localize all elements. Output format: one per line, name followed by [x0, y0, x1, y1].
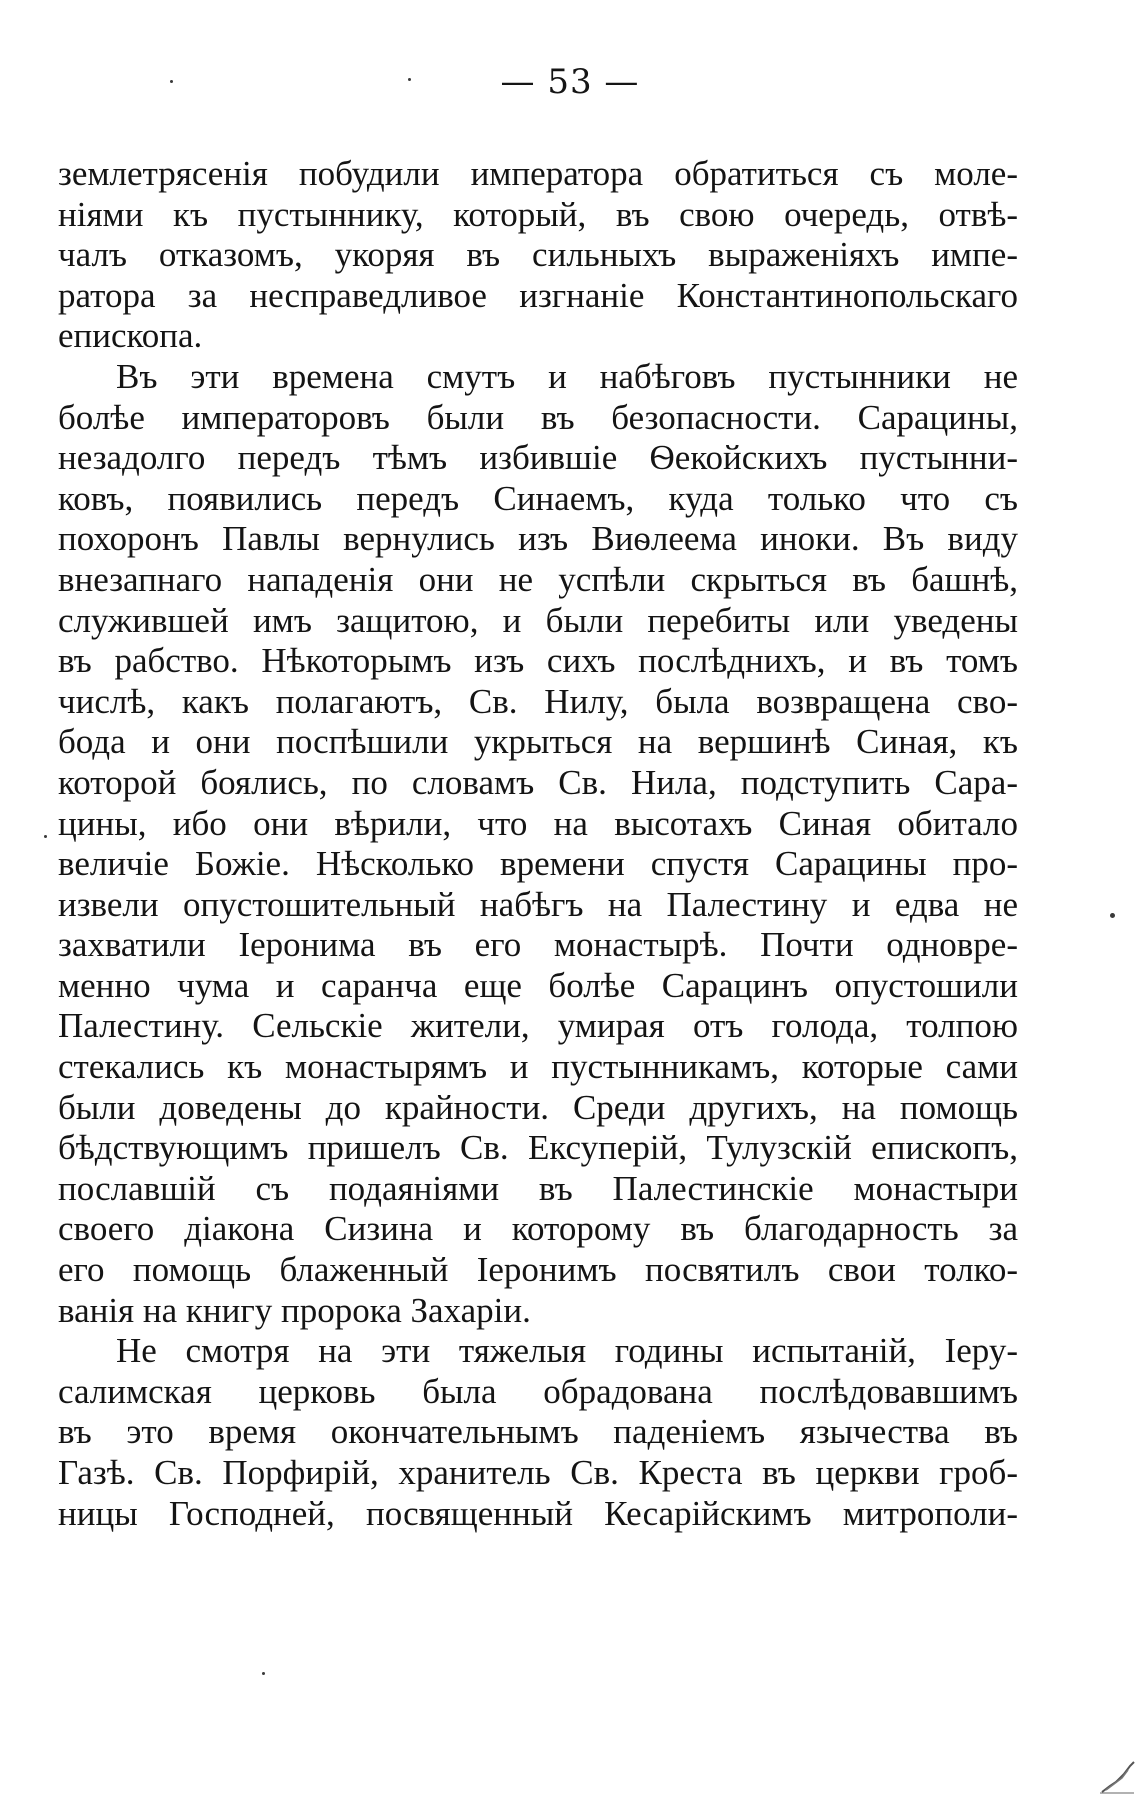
- scan-speck: [44, 835, 47, 838]
- text-line: салимская церковь была обрадована послѣдовавшимъ: [58, 1371, 1018, 1411]
- text-line: своего діакона Сизина и которому въ благодарность за: [58, 1209, 1018, 1249]
- text-line: ковъ, появились передъ Синаемъ, куда только что съ: [58, 478, 1018, 518]
- text-line: чалъ отказомъ, укоряя въ сильныхъ выраженіяхъ импе-: [58, 235, 1018, 275]
- scan-speck: [1110, 913, 1115, 918]
- text-line: въ рабство. Нѣкоторымъ изъ сихъ послѣднихъ, и въ томъ: [58, 641, 1018, 681]
- text-line: его помощь блаженный Іеронимъ посвятилъ свои толко-: [58, 1250, 1018, 1290]
- text-line: менно чума и саранча еще болѣе Сарацинъ опустошили: [58, 965, 1018, 1005]
- text-line: были доведены до крайности. Среди другихъ, на помощь: [58, 1087, 1018, 1127]
- text-line: пославшій съ подаяніями въ Палестинскіе монастыри: [58, 1168, 1018, 1208]
- text-line: ратора за несправедливое изгнаніе Константинопольскаго: [58, 275, 1018, 315]
- text-line: ніями къ пустыннику, который, въ свою очередь, отвѣ-: [58, 194, 1018, 234]
- page-number: — 53 —: [500, 62, 640, 102]
- text-line: землетрясенія побудили императора обратиться съ моле-: [58, 154, 1018, 193]
- text-line: бѣдствующимъ пришелъ Св. Ексуперій, Тулузскій епископъ,: [58, 1128, 1018, 1168]
- text-line: захватили Іеронима въ его монастырѣ. Почти одновре-: [58, 925, 1018, 965]
- text-line: извели опустошительный набѣгъ на Палестину и едва не: [58, 884, 1018, 924]
- text-line: числѣ, какъ полагаютъ, Св. Нилу, была возвращена сво-: [58, 681, 1018, 721]
- text-line: незадолго передъ тѣмъ избившіе Ѳекойскихъ пустынни-: [58, 438, 1018, 478]
- text-line: Палестину. Сельскіе жители, умирая отъ голода, толпою: [58, 1006, 1018, 1046]
- text-line: болѣе императоровъ были въ безопасности. Сарацины,: [58, 397, 1018, 437]
- scan-speck: [408, 78, 411, 81]
- scan-speck: [170, 80, 173, 83]
- text-line: ницы Господней, посвященный Кесарійскимъ митрополи-: [58, 1493, 1018, 1533]
- text-line: ванія на книгу пророка Захаріи.: [58, 1290, 531, 1330]
- text-line: Газѣ. Св. Порфирій, хранитель Св. Креста въ церкви гроб-: [58, 1453, 1018, 1492]
- text-line: похоронъ Павлы вернулись изъ Виѳлеема иноки. Въ виду: [58, 519, 1018, 559]
- paragraph: [58, 154, 1018, 357]
- paragraph: [58, 357, 1018, 1331]
- text-line: внезапнаго нападенія они не успѣли скрыться въ башнѣ,: [58, 559, 1018, 599]
- scan-speck: [262, 1672, 265, 1675]
- text-line: бода и они поспѣшили укрыться на вершинѣ Синая, къ: [58, 722, 1018, 762]
- body-text: [58, 154, 1018, 1534]
- text-line: въ это время окончательнымъ паденіемъ язычества въ: [58, 1412, 1018, 1452]
- scan-corner-mark: [1096, 1760, 1136, 1794]
- text-line: которой боялись, по словамъ Св. Нила, подступить Сара-: [58, 762, 1018, 802]
- text-line: епископа.: [58, 316, 203, 356]
- text-line: Въ эти времена смутъ и набѣговъ пустынники не: [116, 356, 1018, 396]
- paragraph: [58, 1331, 1018, 1534]
- text-line: величіе Божіе. Нѣсколько времени спустя Сарацины про-: [58, 844, 1018, 884]
- text-line: Не смотря на эти тяжелыя годины испытаній, Іеру-: [116, 1331, 1018, 1371]
- text-line: цины, ибо они вѣрили, что на высотахъ Синая обитало: [58, 803, 1018, 843]
- text-line: служившей имъ защитою, и были перебиты или уведены: [58, 600, 1018, 640]
- text-line: стекались къ монастырямъ и пустынникамъ, которые сами: [58, 1047, 1018, 1087]
